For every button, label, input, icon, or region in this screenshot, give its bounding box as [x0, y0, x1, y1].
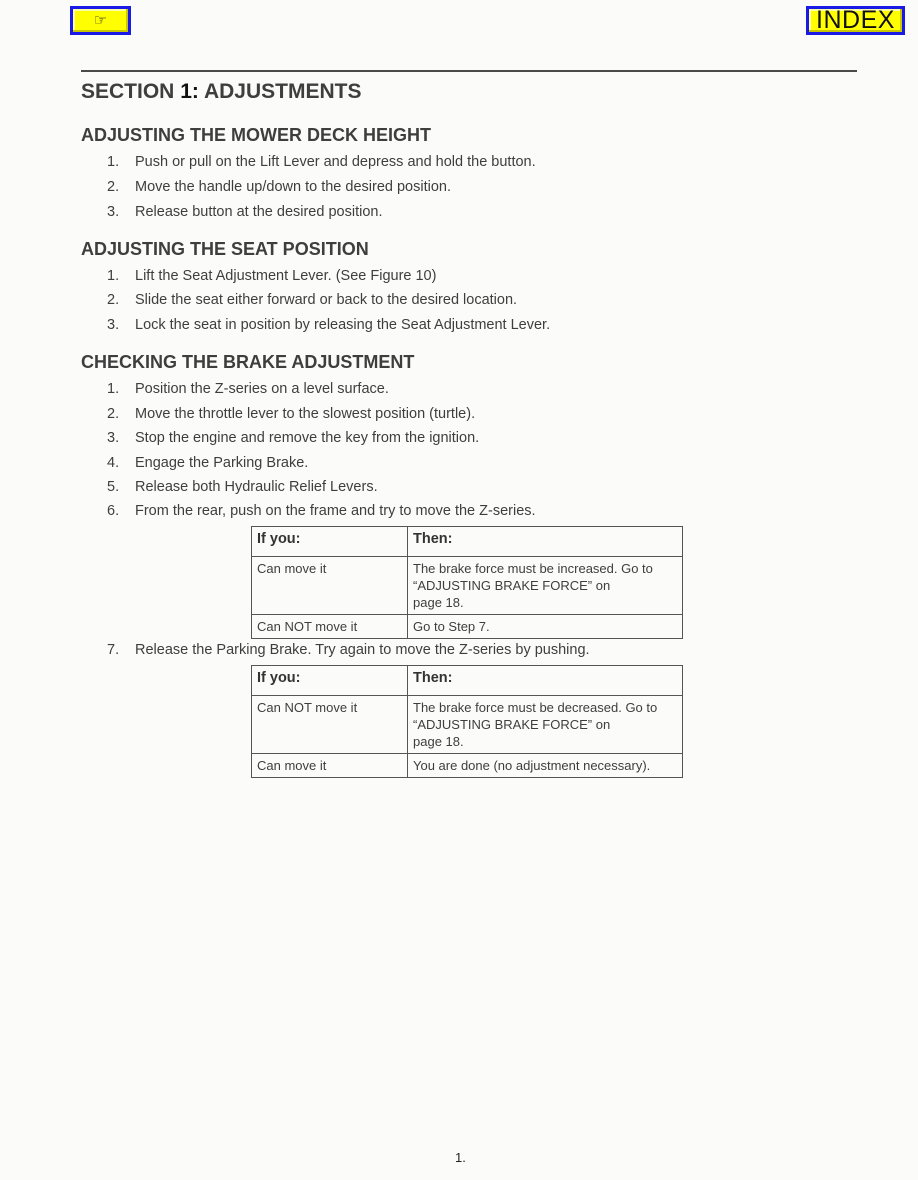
brake-step: [107, 455, 308, 471]
then-header: Then:: [408, 666, 683, 696]
section-name: ADJUSTMENTS: [203, 80, 362, 103]
then-header: Then:: [408, 527, 683, 557]
seat-step: [107, 292, 517, 308]
if-you-header: If you:: [252, 666, 408, 696]
if-cell: Can move it: [252, 754, 408, 778]
step-number: 2.: [107, 406, 120, 422]
brake-step: [107, 503, 536, 519]
then-line: “ADJUSTING BRAKE FORCE” on: [413, 578, 611, 593]
brake-heading: CHECKING THE BRAKE ADJUSTMENT: [81, 352, 415, 372]
seat-heading: ADJUSTING THE SEAT POSITION: [81, 239, 369, 259]
then-line: “ADJUSTING BRAKE FORCE” on: [413, 717, 611, 732]
back-button[interactable]: [70, 6, 131, 35]
step-text: Release button at the desired position.: [135, 204, 383, 220]
step-text: Engage the Parking Brake.: [135, 455, 309, 471]
index-button[interactable]: [806, 6, 905, 35]
mower-deck-step: [107, 154, 536, 170]
brake-step: [107, 479, 378, 495]
brake-decision-table-1: [251, 526, 683, 639]
then-cell: [408, 557, 683, 615]
index-button-label: INDEX: [816, 6, 895, 34]
if-cell: Can NOT move it: [252, 696, 408, 754]
then-cell: [408, 696, 683, 754]
step-number: 1.: [107, 268, 120, 284]
mower-deck-heading: ADJUSTING THE MOWER DECK HEIGHT: [81, 125, 432, 145]
brake-step: [107, 406, 475, 422]
section-title: [81, 80, 361, 104]
step-text: Lift the Seat Adjustment Lever. (See Figure 10): [135, 268, 437, 284]
table-row: [252, 615, 683, 639]
step-text: Move the handle up/down to the desired position.: [135, 179, 451, 195]
step-number: 1.: [107, 381, 120, 397]
if-cell: Can move it: [252, 557, 408, 615]
if-you-header: If you:: [252, 527, 408, 557]
section-number: 1:: [180, 80, 199, 103]
step-number: 6.: [107, 503, 120, 519]
mower-deck-step: [107, 179, 451, 195]
header-rule: [81, 70, 857, 72]
step-number: 5.: [107, 479, 120, 495]
table-header-row: [252, 666, 683, 696]
step-text: Push or pull on the Lift Lever and depress and hold the button.: [135, 154, 536, 170]
step-text: Lock the seat in position by releasing the Seat Adjustment Lever.: [135, 317, 551, 333]
step-number: 7.: [107, 642, 120, 658]
brake-decision-table-2: [251, 665, 683, 778]
step-number: 3.: [107, 317, 120, 333]
step-number: 2.: [107, 292, 120, 308]
step-number: 2.: [107, 179, 120, 195]
pointing-hand-icon: ☞: [93, 11, 108, 29]
step-text: From the rear, push on the frame and try to move the Z-series.: [135, 503, 536, 519]
then-line: The brake force must be increased. Go to: [413, 561, 653, 576]
brake-step: [107, 430, 479, 446]
step-text: Stop the engine and remove the key from the ignition.: [135, 430, 480, 446]
if-cell: Can NOT move it: [252, 615, 408, 639]
page-number: 1.: [455, 1150, 466, 1165]
step-text: Move the throttle lever to the slowest position (turtle).: [135, 406, 476, 422]
then-cell: You are done (no adjustment necessary).: [408, 754, 683, 778]
step-number: 1.: [107, 154, 120, 170]
table-row: [252, 696, 683, 754]
then-line: The brake force must be decreased. Go to: [413, 700, 658, 715]
table-row: [252, 557, 683, 615]
step-text: Slide the seat either forward or back to the desired location.: [135, 292, 518, 308]
brake-step: [107, 381, 389, 397]
then-line: page 18.: [413, 595, 464, 610]
table-row: [252, 754, 683, 778]
section-prefix: SECTION: [81, 80, 175, 103]
seat-step: [107, 268, 436, 284]
seat-step: [107, 317, 550, 333]
mower-deck-step: [107, 204, 382, 220]
step-text: Position the Z-series on a level surface.: [135, 381, 389, 397]
step-text: Release both Hydraulic Relief Levers.: [135, 479, 378, 495]
brake-step: [107, 642, 590, 658]
then-line: page 18.: [413, 734, 464, 749]
step-number: 3.: [107, 430, 120, 446]
step-number: 4.: [107, 455, 120, 471]
then-cell: Go to Step 7.: [408, 615, 683, 639]
step-number: 3.: [107, 204, 120, 220]
table-header-row: [252, 527, 683, 557]
step-text: Release the Parking Brake. Try again to move the Z-series by pushing.: [135, 642, 590, 658]
